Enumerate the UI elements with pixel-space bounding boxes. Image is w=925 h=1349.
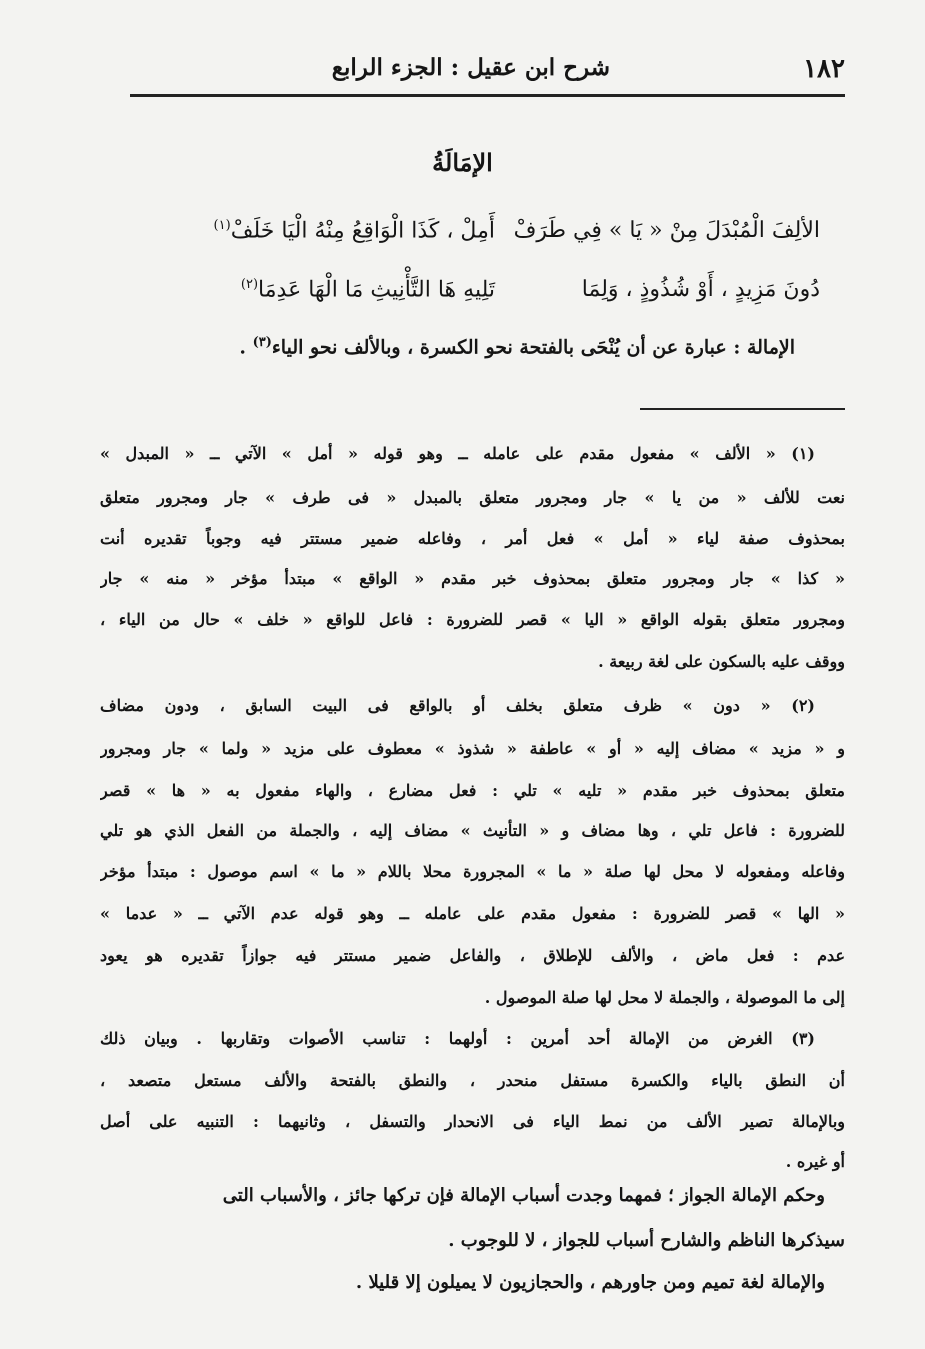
footnote-marker-3: (٣) (252, 335, 272, 350)
footnote-2-line-6: « الها » قصر للضرورة : مفعول مقدم على عامله ــ وهو قوله عدم الآتي ــ « عدما » (100, 904, 845, 923)
footnote-2-line-1: (٢) « دون » ظرف متعلق بخلف أو بالواقع فى البيت السابق ، ودون مضاف (100, 696, 815, 715)
header-rule (130, 94, 845, 97)
footnote-marker-2: (٢) (240, 277, 259, 292)
body-line-1: وحكم الإمالة الجواز ؛ فمهما وجدت أسباب الإمالة فإن تركها جائز ، والأسباب التى (222, 1185, 825, 1206)
footnote-2-line-8: إلى ما الموصولة ، والجملة لا محل لها صلة الموصول . (484, 988, 845, 1007)
footnote-1-line-4: « كذا » جار ومجرور متعلق بمحذوف خبر مقدم « الواقع » مبتدأ مؤخر « منه » جار (100, 569, 845, 588)
verse-2-first-hemistich: دُونَ مَزِيدٍ ، أَوْ شُذُوذٍ ، وَلِمَا (581, 277, 820, 302)
footnote-marker-1: (١) (213, 218, 231, 233)
verse-1-first-hemistich: الألِفَ الْمُبْدَلَ مِنْ « يَا » فِي طَرَفْ (513, 218, 820, 243)
footnote-1-line-6: ووقف عليه بالسكون على لغة ربيعة . (598, 652, 845, 671)
verse-1-second-hemistich: أَمِلْ ، كَذَا الْوَاقِعُ مِنْهُ الْيَا خَلَفْ$^{(١)}$ (213, 218, 495, 244)
footnote-3-line-4: أو غيره . (785, 1152, 845, 1171)
page-number: ١٨٢ (803, 54, 845, 84)
footnote-1-line-2: نعت للألف « من يا » جار ومجرور متعلق بالمبدل « فى طرف » جار ومجرور متعلق (100, 488, 845, 507)
verse-2-second-hemistich: تَلِيهِ هَا التَّأْنِيثِ مَا الْهَا عَدِمَا$^{(٢)}$ (240, 277, 495, 303)
footnote-2-line-2: و « مزيد » مضاف إليه « أو » عاطفة « شذوذ » معطوف على مزيد « ولما » جار ومجرور (100, 739, 845, 758)
footnote-2-line-4: للضرورة : فاعل تلي ، وها مضاف و « التأنيث » مضاف إليه ، والجملة من الفعل الذي هو تلي (100, 821, 845, 840)
definition-paragraph: الإمالة : عبارة عن أن يُنْحَى بالفتحة نحو الكسرة ، وبالألف نحو الياء$^{(٣)}$ . (239, 335, 795, 359)
section-title: الإمَالَةُ (432, 148, 493, 177)
footnote-3-line-3: وبالإمالة تصير الألف من نمط الياء فى الانحدار والتسفل ، وثانيهما : التنبيه على أصل (100, 1112, 845, 1131)
verse-line-2 (100, 277, 830, 317)
verse-line-1 (100, 218, 830, 258)
footnote-1-line-1: (١) « الألف » مفعول مقدم على عامله ــ وهو قوله « أمل » الآتي ــ « المبدل » (100, 444, 815, 463)
footnote-2-line-7: عدم : فعل ماض ، والألف للإطلاق ، والفاعل ضمير مستتر فيه جوازاً تقديره هو يعود (100, 946, 845, 965)
footnote-1-line-5: ومجرور متعلق بقوله الواقع « اليا » قصر للضرورة : فاعل للواقع « خلف » حال من الياء ، (100, 610, 845, 629)
page-header (130, 42, 845, 92)
running-title: شرح ابن عقيل : الجزء الرابع (331, 54, 610, 81)
footnote-3-line-2: أن النطق بالياء والكسرة مستفل منحدر ، والنطق بالفتحة والألف مستعل متصعد ، (100, 1071, 845, 1090)
footnote-1-line-3: بمحذوف صفة لياء « أمل » فعل أمر ، وفاعله ضمير مستتر فيه وجوباً تقديره أنت (100, 529, 845, 548)
footnote-2-line-5: وفاعله ومفعوله لا محل لها صلة « ما » المجرورة محلا باللام « ما » اسم موصول : مبتدأ مؤخر (100, 862, 845, 881)
body-line-3: والإمالة لغة تميم ومن جاورهم ، والحجازيون لا يميلون إلا قليلا . (355, 1272, 825, 1293)
footnote-rule (640, 408, 845, 410)
footnote-3-line-1: (٣) الغرض من الإمالة أحد أمرين : أولهما : تناسب الأصوات وتقاربها . وبيان ذلك (100, 1029, 815, 1048)
body-line-2: سيذكرها الناظم والشارح أسباب للجواز ، لا للوجوب . (448, 1230, 845, 1251)
footnote-2-line-3: متعلق بمحذوف خبر مقدم « تليه » تلي : فعل مضارع ، والهاء مفعول به « ها » قصر (100, 781, 845, 800)
